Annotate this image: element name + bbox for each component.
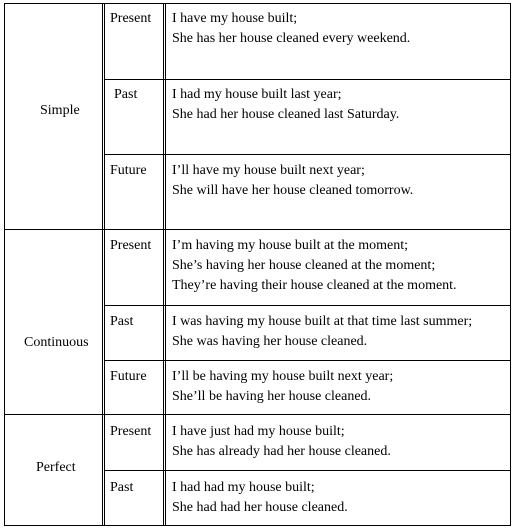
- tense-label: Past: [110, 314, 134, 329]
- tense-label: Present: [110, 238, 152, 253]
- example-sentence: She will have her house cleaned tomorrow.: [172, 183, 414, 198]
- table-border-right: [510, 3, 511, 526]
- tense-label: Future: [110, 163, 147, 178]
- example-sentence: I have my house built;: [172, 11, 298, 26]
- example-sentence: I had my house built last year;: [172, 87, 342, 102]
- tense-label: Past: [114, 87, 138, 102]
- column-separator-aspect: [102, 3, 103, 526]
- row-separator: [104, 470, 511, 471]
- row-separator: [104, 360, 511, 361]
- tense-label: Past: [110, 480, 134, 495]
- tense-label: Present: [110, 11, 152, 26]
- example-sentence: I’ll be having my house built next year;: [172, 369, 394, 384]
- column-separator-tense: [163, 3, 164, 526]
- example-sentence: She’s having her house cleaned at the moment;: [172, 258, 436, 273]
- aspect-label-continuous: Continuous: [24, 335, 89, 350]
- example-sentence: I had had my house built;: [172, 480, 315, 495]
- example-sentence: I’m having my house built at the moment;: [172, 238, 409, 253]
- example-sentence: She’ll be having her house cleaned.: [172, 389, 372, 404]
- example-sentence: She had had her house cleaned.: [172, 500, 348, 515]
- example-sentence: They’re having their house cleaned at the moment.: [172, 278, 457, 293]
- example-sentence: She has already had her house cleaned.: [172, 444, 391, 459]
- table-border-bottom: [4, 525, 511, 526]
- table-border-top: [4, 3, 511, 4]
- example-sentence: She was having her house cleaned.: [172, 334, 368, 349]
- example-sentence: I have just had my house built;: [172, 424, 345, 439]
- column-separator-tense-inner: [165, 3, 166, 526]
- row-separator: [104, 305, 511, 306]
- example-sentence: I was having my house built at that time last summer;: [172, 314, 473, 329]
- aspect-label-perfect: Perfect: [36, 460, 76, 475]
- example-sentence: She has her house cleaned every weekend.: [172, 31, 411, 46]
- tense-label: Future: [110, 369, 147, 384]
- aspect-label-simple: Simple: [40, 103, 80, 118]
- column-separator-aspect-inner: [104, 3, 105, 526]
- table-border-left: [4, 3, 5, 526]
- row-separator: [104, 79, 511, 80]
- example-sentence: She had her house cleaned last Saturday.: [172, 107, 400, 122]
- group-separator: [4, 414, 511, 415]
- tense-label: Present: [110, 424, 152, 439]
- row-separator: [104, 154, 511, 155]
- example-sentence: I’ll have my house built next year;: [172, 163, 365, 178]
- group-separator: [4, 229, 511, 230]
